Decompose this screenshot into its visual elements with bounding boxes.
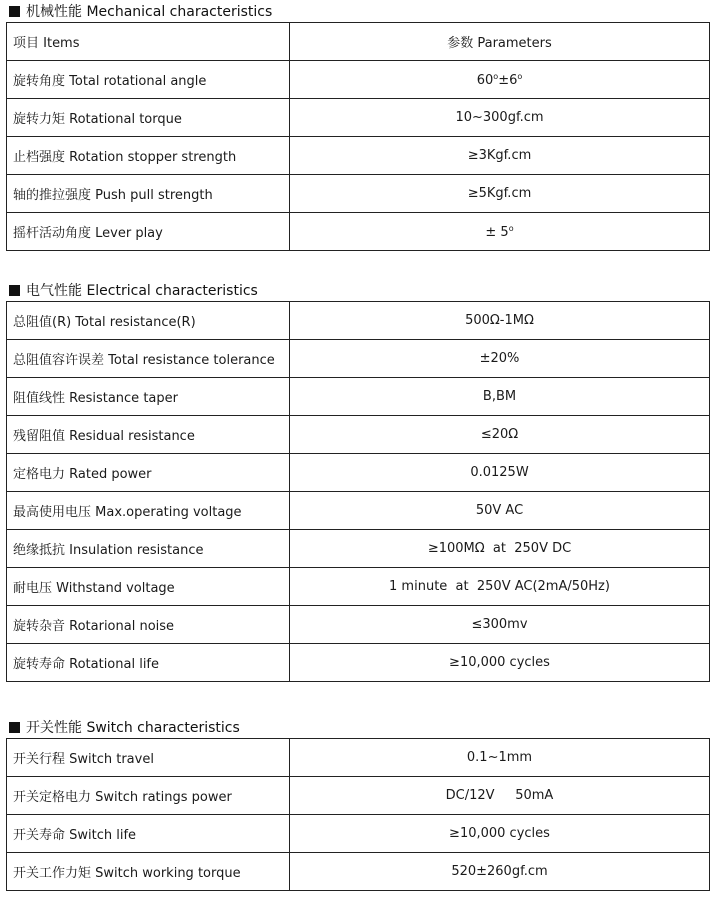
row-item: 开关定格电力 Switch ratings power <box>7 777 290 815</box>
table-row <box>7 99 710 137</box>
table-row <box>7 137 710 175</box>
electrical-section <box>6 279 709 682</box>
table-row <box>7 644 710 682</box>
row-item: 旋转寿命 Rotational life <box>7 644 290 682</box>
switch-section <box>6 716 709 891</box>
mechanical-section <box>6 0 709 251</box>
row-item: 耐电压 Withstand voltage <box>7 568 290 606</box>
table-row <box>7 777 710 815</box>
row-item: 开关寿命 Switch life <box>7 815 290 853</box>
row-value: ≤20Ω <box>290 416 710 454</box>
table-row <box>7 378 710 416</box>
table-row <box>7 568 710 606</box>
square-bullet-icon <box>9 285 20 296</box>
row-value: ≤300mv <box>290 606 710 644</box>
row-value: 10~300gf.cm <box>290 99 710 137</box>
row-item: 定格电力 Rated power <box>7 454 290 492</box>
row-value: ≥10,000 cycles <box>290 815 710 853</box>
table-row <box>7 739 710 777</box>
row-item: 开关工作力矩 Switch working torque <box>7 853 290 891</box>
row-value: ≥3Kgf.cm <box>290 137 710 175</box>
table-row <box>7 606 710 644</box>
row-item: 总阻值(R) Total resistance(R) <box>7 302 290 340</box>
row-value: 0.0125W <box>290 454 710 492</box>
row-item: 旋转力矩 Rotational torque <box>7 99 290 137</box>
table-row <box>7 530 710 568</box>
switch-table <box>6 738 710 891</box>
square-bullet-icon <box>9 6 20 17</box>
row-item: 止档强度 Rotation stopper strength <box>7 137 290 175</box>
table-header-row <box>7 23 710 61</box>
electrical-table <box>6 301 710 682</box>
row-item: 总阻值容许误差 Total resistance tolerance <box>7 340 290 378</box>
table-row <box>7 213 710 251</box>
table-row <box>7 815 710 853</box>
square-bullet-icon <box>9 722 20 733</box>
row-item: 轴的推拉强度 Push pull strength <box>7 175 290 213</box>
switch-title: 开关性能 Switch characteristics <box>26 720 240 736</box>
row-item: 旋转角度 Total rotational angle <box>7 61 290 99</box>
row-item: 开关行程 Switch travel <box>7 739 290 777</box>
switch-heading <box>6 716 709 738</box>
mechanical-title: 机械性能 Mechanical characteristics <box>26 4 273 20</box>
row-value: 520±260gf.cm <box>290 853 710 891</box>
row-item: 最高使用电压 Max.operating voltage <box>7 492 290 530</box>
row-value: $60^o\pm 6^o$ <box>290 61 710 99</box>
row-item: 阻值线性 Resistance taper <box>7 378 290 416</box>
row-value: 500Ω-1MΩ <box>290 302 710 340</box>
row-value: ± $5^o$ <box>290 213 710 251</box>
row-value: ±20% <box>290 340 710 378</box>
row-item: 残留阻值 Residual resistance <box>7 416 290 454</box>
table-row <box>7 175 710 213</box>
table-row <box>7 302 710 340</box>
row-value: B,BM <box>290 378 710 416</box>
row-item: 旋转杂音 Rotarional noise <box>7 606 290 644</box>
table-row <box>7 853 710 891</box>
electrical-heading <box>6 279 709 301</box>
row-value: 50V AC <box>290 492 710 530</box>
row-value: 1 minute at 250V AC(2mA/50Hz) <box>290 568 710 606</box>
header-parameters: 参数 Parameters <box>290 23 710 61</box>
row-value: ≥5Kgf.cm <box>290 175 710 213</box>
row-item: 绝缘抵抗 Insulation resistance <box>7 530 290 568</box>
row-value: DC/12V 50mA <box>290 777 710 815</box>
table-row <box>7 492 710 530</box>
header-items: 项目 Items <box>7 23 290 61</box>
row-value: ≥100MΩ at 250V DC <box>290 530 710 568</box>
table-row <box>7 340 710 378</box>
mechanical-heading <box>6 0 709 22</box>
table-row <box>7 416 710 454</box>
mechanical-table <box>6 22 710 251</box>
row-value: 0.1~1mm <box>290 739 710 777</box>
row-item: 摇杆活动角度 Lever play <box>7 213 290 251</box>
electrical-title: 电气性能 Electrical characteristics <box>26 283 258 299</box>
table-row <box>7 61 710 99</box>
table-row <box>7 454 710 492</box>
row-value: ≥10,000 cycles <box>290 644 710 682</box>
